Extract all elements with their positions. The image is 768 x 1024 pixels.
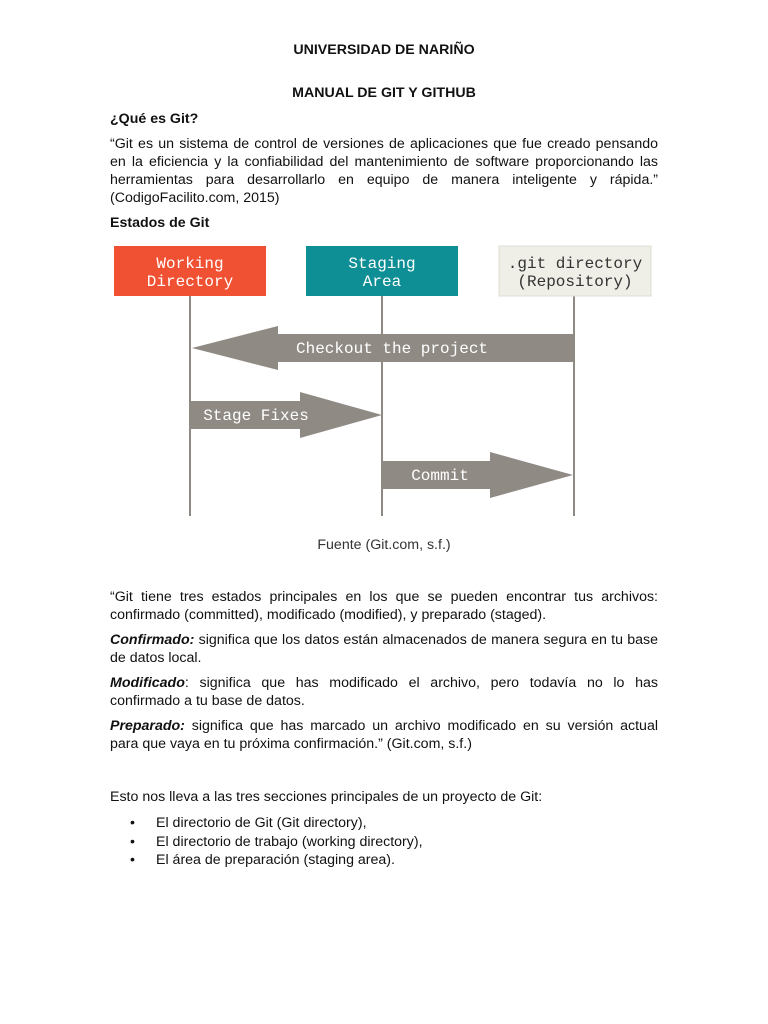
sections-intro: Esto nos lleva a las tres secciones principales de un proyecto de Git:: [110, 789, 543, 805]
checkout-arrow-label: Checkout the project: [295, 340, 489, 358]
list-item: • El área de preparación (staging area).: [130, 851, 423, 870]
term-preparado: Preparado:: [110, 718, 185, 734]
staging-box-line2: Area: [362, 273, 402, 291]
working-box-line1: Working: [156, 255, 224, 273]
university-title: UNIVERSIDAD DE NARIÑO: [293, 42, 475, 58]
repo-box-line1: .git directory: [507, 255, 643, 273]
definition-preparado: [110, 717, 658, 753]
list-item: • El directorio de Git (Git directory),: [130, 814, 423, 833]
repo-box-line2: (Repository): [517, 273, 633, 291]
stage-fixes-label: Stage Fixes: [203, 407, 309, 425]
staging-box-line1: Staging: [348, 255, 416, 273]
git-states-diagram: [110, 240, 658, 520]
diagram-caption: Fuente (Git.com, s.f.): [317, 537, 451, 553]
term-confirmado: Confirmado:: [110, 632, 195, 648]
states-intro: “Git tiene tres estados principales en los que se pueden encontrar tus archivos: confirmado (committed), modificado (modified), y preparado (staged).: [110, 589, 658, 623]
git-definition-quote: “Git es un sistema de control de versiones de aplicaciones que fue creado pensando en la eficiencia y la confiabilidad del mantenimiento de software proporcionando las herramientas para desarrollarlo en equipo de manera inteligente y rápida.” (CodigoFacilito.com, 2015): [110, 136, 658, 206]
definition-modificado: [110, 674, 658, 710]
heading-que-es-git: ¿Qué es Git?: [110, 111, 199, 127]
text-confirmado: significa que los datos están almacenados de manera segura en tu base de datos local.: [110, 632, 658, 666]
commit-arrow-label: Commit: [411, 467, 469, 485]
working-box-line2: Directory: [146, 273, 234, 291]
text-preparado: significa que has marcado un archivo modificado en su versión actual para que vaya en tu próxima confirmación.” (Git.com, s.f.): [110, 718, 658, 752]
list-item: • El directorio de trabajo (working directory),: [130, 833, 423, 852]
heading-estados-de-git: Estados de Git: [110, 215, 210, 231]
sections-list: [130, 814, 423, 870]
manual-title: MANUAL DE GIT Y GITHUB: [292, 85, 476, 101]
definition-confirmado: [110, 631, 658, 667]
text-modificado: : significa que has modificado el archivo, pero todavía no lo has confirmado a tu base de datos.: [110, 675, 658, 709]
term-modificado: Modificado: [110, 675, 185, 691]
